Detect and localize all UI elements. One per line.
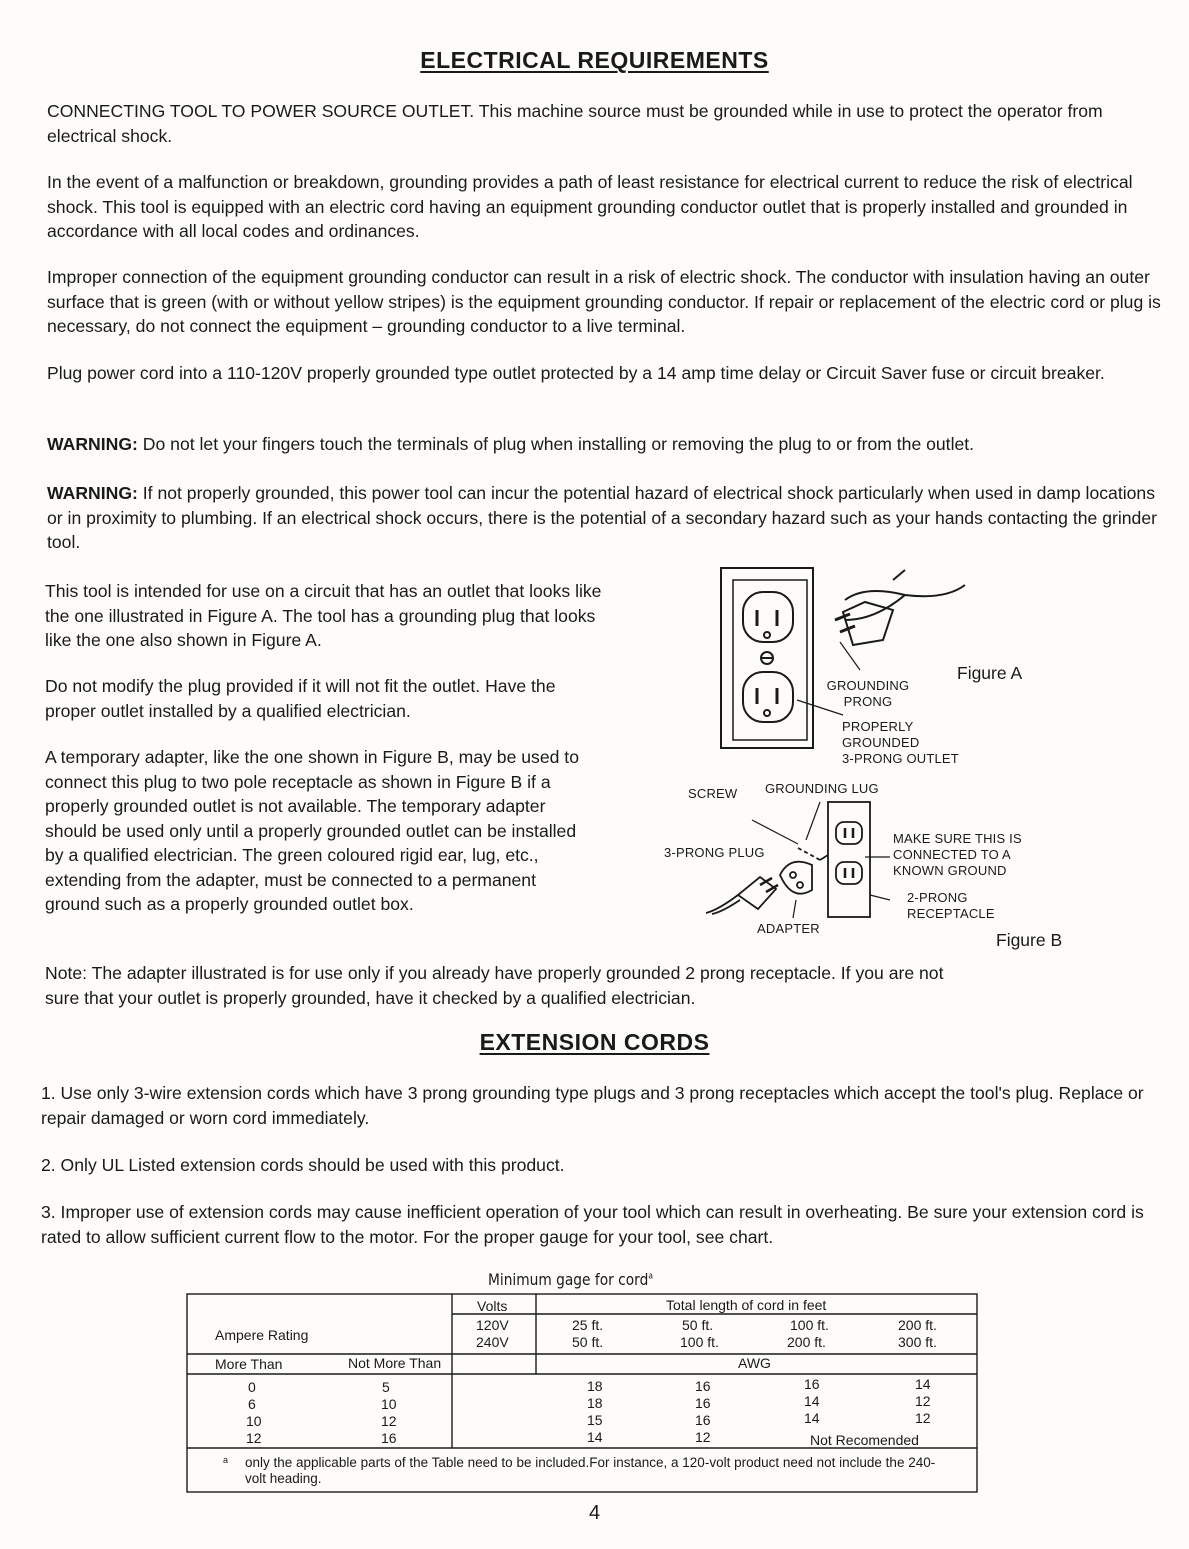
- outlet-upper: [743, 592, 793, 642]
- length-240-col3: 200 ft.: [787, 1334, 826, 1350]
- adapter-body: [780, 862, 812, 894]
- section-title-extension-cords: EXTENSION CORDS: [479, 1029, 710, 1055]
- length-120-col4: 200 ft.: [898, 1317, 937, 1333]
- paragraph-connecting: CONNECTING TOOL TO POWER SOURCE OUTLET. This machine source must be grounded while in use to protect the operator from electrical shock.: [47, 101, 1103, 146]
- header-awg: AWG: [738, 1355, 771, 1371]
- receptacle-plate: [828, 802, 870, 917]
- warning-grounding: [47, 481, 1167, 555]
- cord: [845, 585, 965, 600]
- row4-g1: 14: [587, 1429, 603, 1445]
- row4-max: 16: [381, 1430, 397, 1446]
- label-grounding-prong: GROUNDING PRONG: [826, 678, 910, 709]
- paragraph-grounding: In the event of a malfunction or breakdown, grounding provides a path of least resistance for electrical current to reduce the risk of electrical shock. This tool is equipped with an electric cord having an equipment grounding conductor outlet that is properly installed and grounded in accordance with all local codes and ordinances.: [47, 172, 1133, 241]
- paragraph-intended-use: This tool is intended for use on a circuit that has an outlet that looks like the one illustrated in Figure A. The tool has a grounding plug that looks like the one also shown in Figure A.: [45, 581, 602, 650]
- label-adapter: ADAPTER: [757, 921, 820, 936]
- list-item-ul-listed: 2. Only UL Listed extension cords should be used with this product.: [41, 1155, 565, 1175]
- row3-g3: 14: [804, 1410, 820, 1426]
- warning-label: WARNING:: [47, 483, 138, 503]
- list-item-improper-use: 3. Improper use of extension cords may cause inefficient operation of your tool which can result in overheating. Be sure your extension cord is rated to allow sufficient current flow to the motor. For the proper gauge for your tool, see chart.: [41, 1202, 1144, 1247]
- row1-min: 0: [248, 1379, 256, 1395]
- label-2-prong-receptacle: 2-PRONG RECEPTACLE: [907, 890, 995, 921]
- row4-g3: Not Recomended: [810, 1432, 919, 1448]
- row3-g2: 16: [695, 1412, 711, 1428]
- paragraph-plug-power: Plug power cord into a 110-120V properly grounded type outlet protected by a 14 amp time delay or Circuit Saver fuse or circuit breaker.: [47, 363, 1105, 383]
- row2-max: 10: [381, 1396, 397, 1412]
- row3-max: 12: [381, 1413, 397, 1429]
- section-title-electrical: ELECTRICAL REQUIREMENTS: [420, 47, 769, 73]
- paragraph-adapter: A temporary adapter, like the one shown in Figure B, may be used to connect this plug to two pole receptacle as shown in Figure B if a properly grounded outlet is not available. The temporary adapter should be used only until a properly grounded outlet can be installed by a qualified electrician. The green coloured rigid ear, lug, etc., extending from the adapter, must be connected to a permanent ground such as a properly grounded outlet box.: [45, 747, 579, 914]
- length-240-col1: 50 ft.: [572, 1334, 604, 1350]
- figure-a-caption: Figure A: [957, 663, 1023, 683]
- row1-max: 5: [382, 1379, 390, 1395]
- row1-g2: 16: [695, 1378, 711, 1394]
- table-title: Minimum gage for cord$^a$: [488, 1270, 654, 1289]
- warning-text: If not properly grounded, this power tool can incur the potential hazard of electrical shock particularly when used in damp locations or in proximity to plumbing. If an electrical shock occurs, there is the potential of a secondary hazard such as your hands contacting the grinder tool.: [47, 483, 1157, 552]
- paragraph-improper-connection: Improper connection of the equipment grounding conductor can result in a risk of electric shock. The conductor with insulation having an outer surface that is green (with or without yellow stripes) is the equipment grounding conductor. If repair or replacement of the electric cord or plug is necessary, do not connect the equipment – grounding conductor to a live terminal.: [47, 267, 1161, 336]
- paragraph-note: Note: The adapter illustrated is for use only if you already have properly grounded 2 prong receptacle. If you are not sure that your outlet is properly grounded, have it checked by a qualified electrician.: [45, 963, 944, 1008]
- length-120-col3: 100 ft.: [790, 1317, 829, 1333]
- row1-g4: 14: [915, 1376, 931, 1392]
- row1-g3: 16: [804, 1376, 820, 1392]
- table-footnote: only the applicable parts of the Table need to be included.For instance, a 120-volt product need not include the 240-volt heading.: [245, 1455, 936, 1486]
- volts-120: 120V: [476, 1317, 509, 1333]
- receptacle-upper: [836, 822, 862, 844]
- header-not-more-than: Not More Than: [348, 1355, 442, 1371]
- row4-min: 12: [246, 1430, 262, 1446]
- header-volts: Volts: [477, 1298, 508, 1314]
- volts-240: 240V: [476, 1334, 509, 1350]
- row4-g2: 12: [695, 1429, 711, 1445]
- label-grounding-lug: GROUNDING LUG: [765, 781, 879, 796]
- page-number: 4: [588, 1502, 601, 1524]
- receptacle-lower: [836, 862, 862, 884]
- figure-b-caption: Figure B: [996, 930, 1063, 950]
- figure-b-illustration: [700, 800, 890, 925]
- header-total-length: Total length of cord in feet: [666, 1297, 827, 1313]
- label-3-prong-plug: 3-PRONG PLUG: [664, 845, 765, 860]
- footnote-mark: a: [223, 1455, 229, 1465]
- list-item-3-wire: 1. Use only 3-wire extension cords which have 3 prong grounding type plugs and 3 prong receptacles which accept the tool's plug. Replace or repair damaged or worn cord immediately.: [41, 1083, 1144, 1128]
- length-120-col1: 25 ft.: [572, 1317, 604, 1333]
- warning-text: Do not let your fingers touch the terminals of plug when installing or removing the plug to or from the outlet.: [137, 434, 975, 454]
- outlet-lower: [743, 672, 793, 722]
- label-properly-grounded-outlet: PROPERLY GROUNDED 3-PRONG OUTLET: [842, 719, 959, 766]
- row3-g1: 15: [587, 1412, 603, 1428]
- header-more-than: More Than: [215, 1356, 283, 1372]
- header-ampere-rating: Ampere Rating: [215, 1327, 309, 1343]
- length-120-col2: 50 ft.: [682, 1317, 714, 1333]
- row2-min: 6: [248, 1396, 256, 1412]
- plug-body: [843, 602, 893, 645]
- row1-g1: 18: [587, 1378, 603, 1394]
- label-make-sure-grounded: MAKE SURE THIS IS CONNECTED TO A KNOWN GROUND: [893, 831, 1022, 878]
- row2-g1: 18: [587, 1395, 603, 1411]
- warning-label: WARNING:: [47, 434, 138, 454]
- row2-g2: 16: [695, 1395, 711, 1411]
- row3-min: 10: [246, 1413, 262, 1429]
- paragraph-do-not-modify: Do not modify the plug provided if it will not fit the outlet. Have the proper outlet installed by a qualified electrician.: [45, 676, 556, 721]
- row2-g4: 12: [915, 1393, 931, 1409]
- label-screw: SCREW: [688, 786, 738, 801]
- plug-3-prong: [738, 877, 776, 909]
- length-240-col2: 100 ft.: [680, 1334, 719, 1350]
- length-240-col4: 300 ft.: [898, 1334, 937, 1350]
- warning-fingers: [47, 432, 1182, 457]
- row3-g4: 12: [915, 1410, 931, 1426]
- row2-g3: 14: [804, 1393, 820, 1409]
